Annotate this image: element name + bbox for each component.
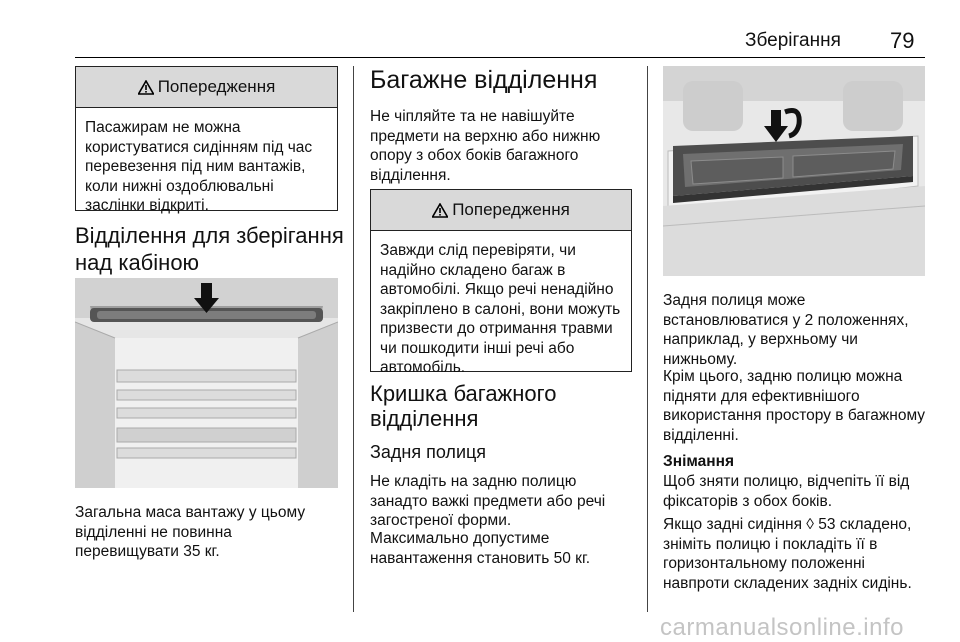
section-title-overhead-storage: Відділення для зберігання над кабіною — [75, 223, 344, 275]
warning-header — [371, 190, 631, 231]
overhead-compartment-illustration — [75, 278, 338, 488]
warning-text: Пасажирам не можна користуватися сидінням під час перевезення під ним вантажів, коли нижні оздоблювальні заслінки відкриті. — [85, 119, 313, 214]
section-title-luggage-cover: Кришка багажного відділення — [370, 381, 557, 431]
overhead-load-caption: Загальна маса вантажу у цьому відділенні не повинна перевищувати 35 кг. — [75, 504, 306, 560]
luggage-intro: Не чіпляйте та не навішуйте предмети на верхню або нижню опору з обох боків багажного відділення. — [370, 108, 601, 184]
page-number: 79 — [890, 28, 915, 53]
warning-triangle-icon — [138, 80, 154, 95]
column-divider-2 — [647, 66, 648, 612]
rear-shelf-illustration — [663, 66, 925, 276]
overhead-compartment-drawing — [75, 278, 338, 488]
subsection-title-rear-shelf: Задня полиця — [370, 442, 487, 462]
shelf-raise-text: Крім цього, задню полицю можна підняти для ефективнішого використання простору в багажному відділенні. — [663, 368, 926, 444]
section-title-luggage: Багажне відділення — [370, 66, 598, 94]
warning-header — [76, 67, 337, 108]
warning-box-middle — [370, 189, 632, 376]
footer-watermark: carmanualsonline.info — [660, 614, 904, 641]
column-divider-1 — [353, 66, 354, 612]
warning-triangle-icon — [432, 203, 448, 218]
warning-text: Завжди слід перевіряти, чи надійно складено багаж в автомобілі. Якщо речі ненадійно закріплено в салоні, вони можуть призвести до отримання травми чи пошкодити інші речі або автомобіль. — [380, 242, 621, 376]
header-rule — [75, 57, 925, 58]
folded-seats-text: Якщо задні сидіння ◊ 53 складено, зніміть полицю і покладіть її в горизонтальному положенні навпроти складених задніх сидінь. — [663, 516, 912, 592]
rear-shelf-text: Не кладіть на задню полицю занадто важкі предмети або речі загостреної форми. — [370, 473, 606, 529]
header-title: Зберігання — [745, 30, 841, 51]
warning-title: Попередження — [157, 77, 276, 96]
removal-title: Знімання — [663, 453, 735, 470]
shelf-positions-text: Задня полиця може встановлюватися у 2 положеннях, наприклад, у верхньому чи нижньому. — [663, 292, 909, 368]
rear-shelf-load: Максимально допустиме навантаження становить 50 кг. — [370, 530, 591, 567]
removal-text: Щоб зняти полицю, відчепіть її від фіксаторів з обох боків. — [663, 473, 910, 510]
rear-shelf-drawing — [663, 66, 925, 276]
warning-title: Попередження — [452, 200, 570, 219]
warning-box-left — [75, 66, 338, 214]
